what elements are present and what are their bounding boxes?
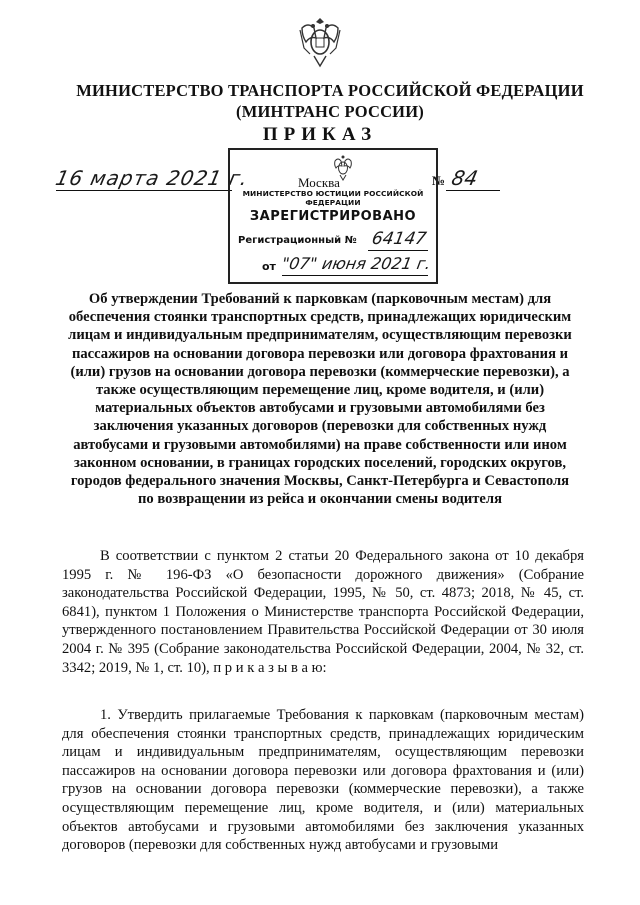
- coat-of-arms-emblem-icon: [296, 14, 344, 70]
- document-type-heading: ПРИКАЗ: [262, 124, 378, 145]
- handwritten-date: 16 марта 2021 г.: [53, 166, 251, 190]
- document-title: Об утверждении Требований к парковкам (парковочным местам) для обеспечения стоянки транспортных средств, принадлежащих юридическим лицам и индивидуальным предпринимателям, осуществляющим перевозки пассажиров на основании договора перевозки или договора фрахтования и (или) грузов на основании договора перевозки (коммерческие перевозки), а также осуществляющим перемещение лиц, кроме водителя, и (или) материальных объектов автобусами и грузовыми автомобилями без заключения указанных договоров (перевозки для собственных нужд автобусами и грузовыми автомобилями) на праве собственности или ином законном основании, в границах городских поселений, городских округов, городов федерального значения Москвы, Санкт-Петербурга и Севастополя по возвращении из рейса и окончании смены водителя: [68, 291, 572, 508]
- handwritten-order-number: 84: [449, 166, 481, 190]
- stamp-emblem-icon: [331, 154, 355, 182]
- stamp-reg-underline: [368, 250, 428, 251]
- ministry-full-name: МИНИСТЕРСТВО ТРАНСПОРТА РОССИЙСКОЙ ФЕДЕРАЦИИ: [76, 81, 584, 100]
- stamp-handwritten-date: "07" июня 2021 г.: [280, 254, 433, 273]
- clause-1-paragraph: 1. Утвердить прилагаемые Требования к парковкам (парковочным местам) для обеспечения стоянки транспортных средств, принадлежащих юридическим лицам и индивидуальным предпринимателям, осуществляющим перевозки пассажиров на основании договора перевозки или договора фрахтования и (или) грузов на основании договора перевозки (коммерческие перевозки), а также осуществляющим перемещение лиц, кроме водителя, и (или) материальных объектов автобусами и грузовыми автомобилями без заключения указанных договоров (перевозки для собственных нужд автобусами и грузовыми: [62, 707, 584, 854]
- stamp-registration-label: Регистрационный №: [238, 235, 357, 246]
- stamp-registration-number: 64147: [370, 229, 428, 249]
- stamp-date-label: от: [262, 260, 276, 273]
- stamp-date-underline: [282, 275, 428, 276]
- city-label: Москва: [298, 175, 340, 190]
- number-label: №: [432, 173, 446, 188]
- number-underline: [446, 190, 500, 191]
- stamp-status: ЗАРЕГИСТРИРОВАНО: [249, 209, 417, 224]
- ministry-short-name: (МИНТРАНС РОССИИ): [236, 102, 424, 121]
- registration-stamp: [228, 148, 438, 284]
- preamble-paragraph: В соответствии с пунктом 2 статьи 20 Федерального закона от 10 декабря 1995 г. № 196-ФЗ «О безопасности дорожного движения» (Собрание законодательства Российской Федерации, 1995, № 50, ст. 4873; 2018, № 45, ст. 6841), пунктом 1 Положения о Министерстве транспорта Российской Федерации, утвержденного постановлением Правительства Российской Федерации от 30 июля 2004 г. № 395 (Собрание законодательства Российской Федерации, 2004, № 32, ст. 3342; 2019, № 1, ст. 10), п р и к а з ы в а ю:: [62, 548, 584, 676]
- ministry-name: [60, 80, 600, 122]
- date-underline: [56, 190, 232, 191]
- stamp-organization: МИНИСТЕРСТВО ЮСТИЦИИ РОССИЙСКОЙ ФЕДЕРАЦИИ: [242, 189, 424, 207]
